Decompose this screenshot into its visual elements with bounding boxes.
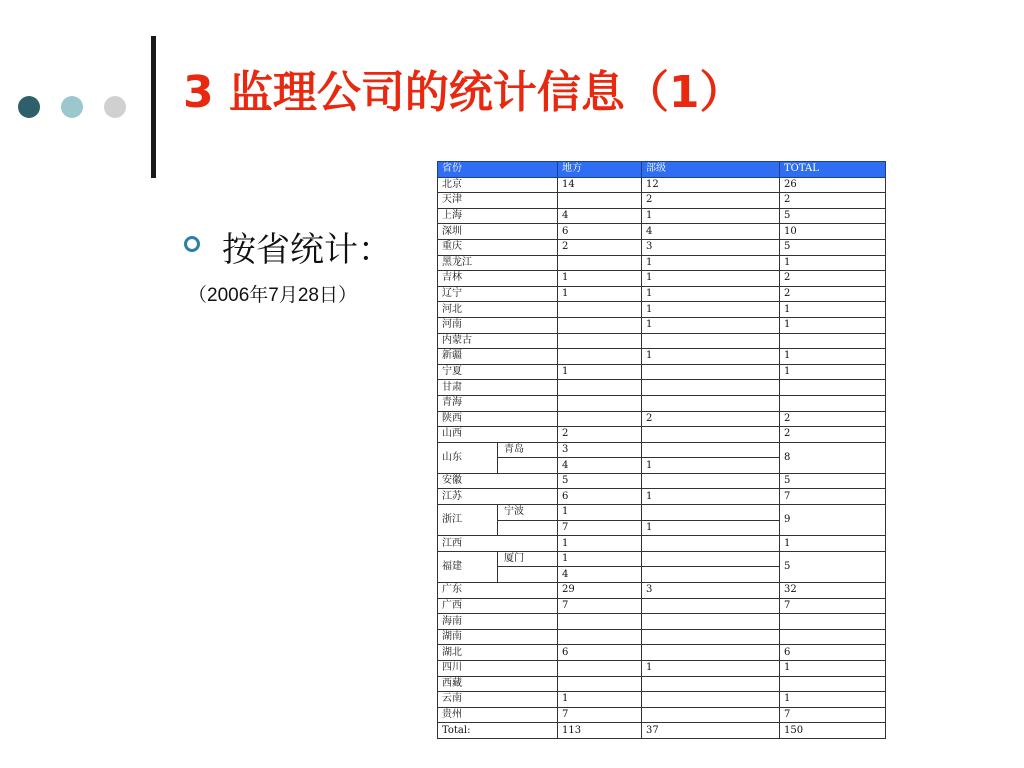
total-cell: 1	[780, 302, 886, 318]
province-cell: 青海	[438, 395, 558, 411]
province-cell: 新疆	[438, 349, 558, 365]
province-cell: 江苏	[438, 489, 558, 505]
province-cell: 安徽	[438, 473, 558, 489]
province-cell: 吉林	[438, 271, 558, 287]
ministry-cell: 2	[642, 411, 780, 427]
table-row	[438, 286, 886, 302]
ministry-cell: 12	[642, 177, 780, 193]
province-cell: 辽宁	[438, 286, 558, 302]
total-cell: 1	[780, 349, 886, 365]
local-cell: 6	[558, 645, 642, 661]
decor-dot-teal	[61, 96, 83, 118]
province-cell: 重庆	[438, 239, 558, 255]
table-row	[438, 411, 886, 427]
ministry-cell	[642, 645, 780, 661]
ministry-cell: 1	[642, 255, 780, 271]
total-cell: 1	[780, 536, 886, 552]
ministry-cell	[642, 442, 780, 458]
total-cell: 2	[780, 193, 886, 209]
table-row	[438, 193, 886, 209]
table-row	[438, 536, 886, 552]
table-row	[438, 707, 886, 723]
ministry-cell: 4	[642, 224, 780, 240]
total-cell: 7	[780, 707, 886, 723]
province-cell: 广西	[438, 598, 558, 614]
total-cell: 9	[780, 505, 886, 536]
local-cell: 7	[558, 707, 642, 723]
total-cell: 5	[780, 551, 886, 582]
table-row	[438, 177, 886, 193]
province-cell: 宁夏	[438, 364, 558, 380]
table-row	[438, 317, 886, 333]
ministry-cell: 1	[642, 286, 780, 302]
ministry-cell	[642, 505, 780, 521]
header-province: 省份	[438, 162, 558, 178]
province-cell: 内蒙古	[438, 333, 558, 349]
local-cell: 1	[558, 271, 642, 287]
header-total: TOTAL	[780, 162, 886, 178]
table-row	[438, 442, 886, 458]
ministry-cell: 1	[642, 271, 780, 287]
ministry-cell	[642, 473, 780, 489]
local-cell: 3	[558, 442, 642, 458]
total-cell: 1	[780, 661, 886, 677]
province-cell: 福建	[438, 551, 498, 582]
province-cell: 河南	[438, 317, 558, 333]
local-cell: 4	[558, 567, 642, 583]
ministry-cell	[642, 395, 780, 411]
province-cell: 湖南	[438, 629, 558, 645]
table-row	[438, 271, 886, 287]
total-cell	[780, 395, 886, 411]
total-cell: 5	[780, 473, 886, 489]
decor-dot-gray	[104, 96, 126, 118]
province-cell: 北京	[438, 177, 558, 193]
bullet-ring-icon	[184, 236, 200, 252]
city-cell: 青岛	[498, 442, 558, 458]
totals-local: 113	[558, 723, 642, 739]
date-note: （2006年7月28日）	[188, 285, 357, 306]
ministry-cell	[642, 629, 780, 645]
decor-dot-dark	[18, 96, 40, 118]
total-cell: 32	[780, 583, 886, 599]
total-cell	[780, 629, 886, 645]
table-row	[438, 583, 886, 599]
local-cell: 4	[558, 208, 642, 224]
table-row	[438, 723, 886, 739]
local-cell: 7	[558, 598, 642, 614]
province-cell: 陕西	[438, 411, 558, 427]
total-cell: 2	[780, 286, 886, 302]
slide-title: 3 监理公司的统计信息（1）	[183, 67, 744, 118]
table-row	[438, 349, 886, 365]
local-cell: 2	[558, 239, 642, 255]
local-cell: 1	[558, 536, 642, 552]
local-cell: 1	[558, 286, 642, 302]
province-cell: 甘肃	[438, 380, 558, 396]
local-cell: 6	[558, 224, 642, 240]
table-body	[438, 162, 886, 739]
local-cell: 29	[558, 583, 642, 599]
province-stats-table	[437, 161, 886, 739]
city-cell	[498, 567, 558, 583]
city-cell	[498, 458, 558, 474]
total-cell: 2	[780, 411, 886, 427]
table-row	[438, 614, 886, 630]
table-row	[438, 380, 886, 396]
title-divider	[151, 36, 156, 178]
ministry-cell	[642, 707, 780, 723]
total-cell: 5	[780, 239, 886, 255]
ministry-cell	[642, 333, 780, 349]
local-cell	[558, 676, 642, 692]
ministry-cell: 1	[642, 349, 780, 365]
ministry-cell	[642, 551, 780, 567]
table-row	[438, 395, 886, 411]
ministry-cell: 3	[642, 583, 780, 599]
local-cell: 1	[558, 505, 642, 521]
province-cell: 河北	[438, 302, 558, 318]
table-row	[438, 239, 886, 255]
totals-label: Total:	[438, 723, 558, 739]
table-row	[438, 661, 886, 677]
total-cell	[780, 614, 886, 630]
table-row	[438, 208, 886, 224]
table-row	[438, 676, 886, 692]
total-cell: 2	[780, 271, 886, 287]
table-row	[438, 255, 886, 271]
ministry-cell	[642, 567, 780, 583]
local-cell: 2	[558, 427, 642, 443]
province-cell: 海南	[438, 614, 558, 630]
table-row	[438, 505, 886, 521]
header-local: 地方	[558, 162, 642, 178]
city-cell	[498, 520, 558, 536]
city-cell: 宁波	[498, 505, 558, 521]
total-cell: 1	[780, 317, 886, 333]
table-row	[438, 302, 886, 318]
province-cell: 深圳	[438, 224, 558, 240]
province-cell: 云南	[438, 692, 558, 708]
province-cell: 天津	[438, 193, 558, 209]
total-cell: 1	[780, 364, 886, 380]
local-cell	[558, 255, 642, 271]
local-cell: 6	[558, 489, 642, 505]
ministry-cell: 1	[642, 520, 780, 536]
ministry-cell: 1	[642, 661, 780, 677]
total-cell: 7	[780, 598, 886, 614]
table-row	[438, 489, 886, 505]
table-row	[438, 473, 886, 489]
local-cell: 1	[558, 364, 642, 380]
table-row	[438, 333, 886, 349]
local-cell: 7	[558, 520, 642, 536]
total-cell: 5	[780, 208, 886, 224]
local-cell	[558, 411, 642, 427]
local-cell	[558, 380, 642, 396]
local-cell	[558, 193, 642, 209]
province-cell: 四川	[438, 661, 558, 677]
local-cell	[558, 614, 642, 630]
total-cell: 8	[780, 442, 886, 473]
bullet-text: 按省统计：	[222, 230, 392, 270]
table-row	[438, 224, 886, 240]
city-cell: 厦门	[498, 551, 558, 567]
local-cell: 14	[558, 177, 642, 193]
header-ministry: 部级	[642, 162, 780, 178]
ministry-cell	[642, 380, 780, 396]
province-cell: 浙江	[438, 505, 498, 536]
local-cell	[558, 349, 642, 365]
local-cell	[558, 302, 642, 318]
total-cell: 26	[780, 177, 886, 193]
table-row	[438, 551, 886, 567]
total-cell: 10	[780, 224, 886, 240]
province-cell: 广东	[438, 583, 558, 599]
totals-total: 150	[780, 723, 886, 739]
ministry-cell: 1	[642, 317, 780, 333]
local-cell: 5	[558, 473, 642, 489]
ministry-cell: 1	[642, 489, 780, 505]
ministry-cell: 2	[642, 193, 780, 209]
totals-ministry: 37	[642, 723, 780, 739]
local-cell: 4	[558, 458, 642, 474]
total-cell: 6	[780, 645, 886, 661]
total-cell	[780, 380, 886, 396]
local-cell	[558, 661, 642, 677]
ministry-cell: 1	[642, 458, 780, 474]
province-cell: 黑龙江	[438, 255, 558, 271]
ministry-cell	[642, 598, 780, 614]
province-cell: 山东	[438, 442, 498, 473]
ministry-cell	[642, 676, 780, 692]
total-cell: 1	[780, 692, 886, 708]
table-row	[438, 364, 886, 380]
local-cell	[558, 317, 642, 333]
ministry-cell: 1	[642, 302, 780, 318]
province-cell: 西藏	[438, 676, 558, 692]
table-row	[438, 598, 886, 614]
province-cell: 贵州	[438, 707, 558, 723]
province-cell: 湖北	[438, 645, 558, 661]
table-header-row	[438, 162, 886, 178]
ministry-cell	[642, 692, 780, 708]
local-cell	[558, 333, 642, 349]
table-row	[438, 427, 886, 443]
province-cell: 江西	[438, 536, 558, 552]
province-cell: 山西	[438, 427, 558, 443]
local-cell: 1	[558, 692, 642, 708]
total-cell	[780, 333, 886, 349]
ministry-cell: 3	[642, 239, 780, 255]
total-cell: 1	[780, 255, 886, 271]
total-cell	[780, 676, 886, 692]
table-row	[438, 645, 886, 661]
total-cell: 2	[780, 427, 886, 443]
local-cell	[558, 629, 642, 645]
table-row	[438, 629, 886, 645]
ministry-cell: 1	[642, 208, 780, 224]
local-cell: 1	[558, 551, 642, 567]
ministry-cell	[642, 536, 780, 552]
ministry-cell	[642, 427, 780, 443]
province-cell: 上海	[438, 208, 558, 224]
local-cell	[558, 395, 642, 411]
ministry-cell	[642, 614, 780, 630]
table-row	[438, 692, 886, 708]
ministry-cell	[642, 364, 780, 380]
total-cell: 7	[780, 489, 886, 505]
